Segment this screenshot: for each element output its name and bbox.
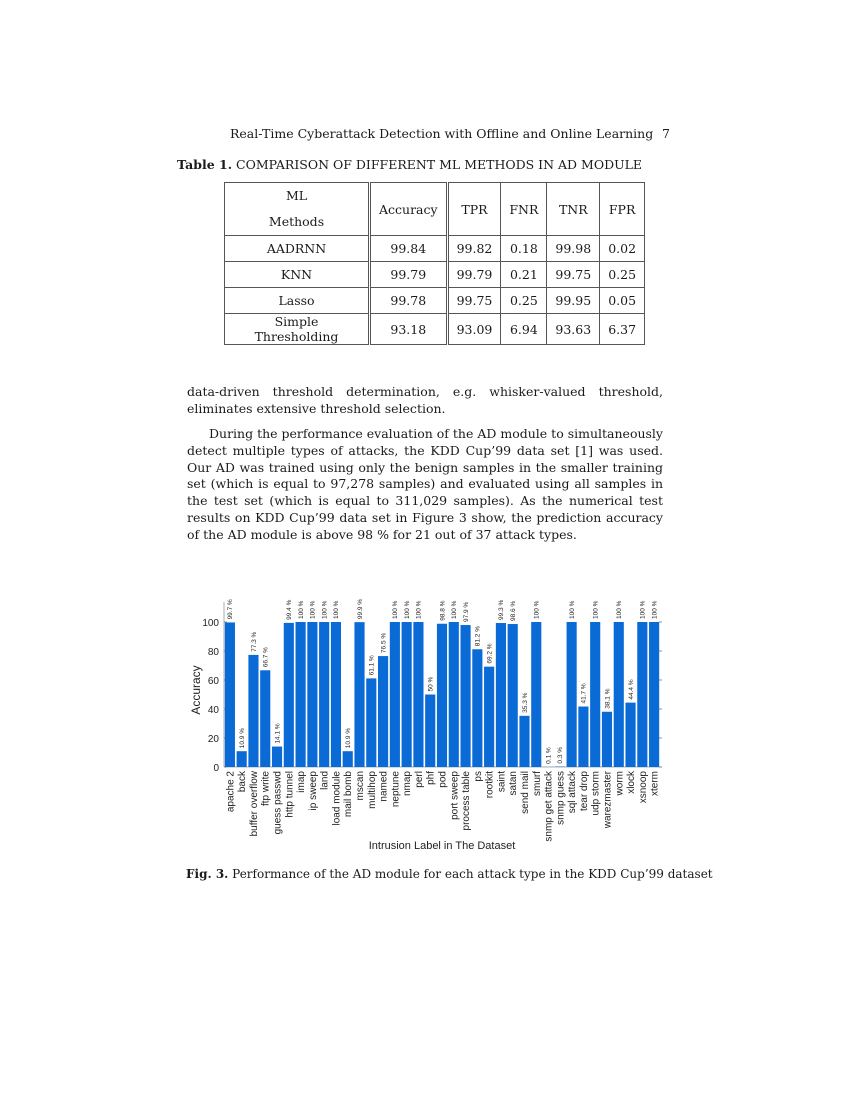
- bar-value-label: 77.3 %: [250, 631, 258, 652]
- bar: [437, 624, 447, 767]
- x-tick-label: land: [319, 771, 331, 790]
- bar: [567, 622, 577, 767]
- bar-value-label: 41.7 %: [580, 683, 588, 704]
- x-tick-label: mail bomb: [343, 771, 355, 818]
- x-tick-label: process table: [461, 771, 473, 831]
- cell-tpr: 99.79: [447, 262, 501, 288]
- bar-value-label: 81.2 %: [474, 626, 482, 647]
- bar: [484, 667, 494, 767]
- x-tick-label: pod: [437, 771, 449, 788]
- cell-method: AADRNN: [225, 236, 370, 262]
- bar-value-label: 100 %: [415, 600, 423, 619]
- y-axis-label: Accuracy: [189, 665, 203, 715]
- bar: [461, 625, 471, 767]
- bar: [225, 622, 235, 767]
- bar-value-label: 69.2 %: [486, 643, 494, 664]
- bar: [366, 678, 376, 767]
- bar-value-label: 61.1 %: [368, 655, 376, 676]
- y-tick-label: 0: [213, 763, 219, 774]
- bar: [260, 670, 270, 767]
- x-tick-label: phf: [425, 771, 437, 785]
- bar-value-label: 100 %: [651, 600, 659, 619]
- x-tick-label: named: [378, 771, 390, 802]
- bar-value-label: 14.1 %: [274, 723, 282, 744]
- bar-value-label: 99.3 %: [498, 599, 506, 621]
- x-tick-label: warezmaster: [602, 771, 614, 829]
- bar: [237, 751, 247, 767]
- x-tick-label: ps: [472, 771, 484, 782]
- bar: [496, 623, 506, 767]
- bar: [578, 707, 588, 767]
- cell-accuracy: 99.79: [370, 262, 448, 288]
- bar: [649, 622, 659, 767]
- header-tnr: TNR: [547, 183, 600, 236]
- x-tick-label: satan: [508, 771, 520, 796]
- y-tick-label: 20: [207, 734, 219, 745]
- x-tick-label: nmap: [402, 771, 414, 797]
- x-tick-label: ftp write: [260, 771, 272, 807]
- bar: [590, 622, 600, 767]
- bar-value-label: 99.9 %: [356, 598, 364, 620]
- cell-tpr: 93.09: [447, 314, 501, 345]
- bar-value-label: 98.6 %: [510, 600, 518, 622]
- cell-fpr: 0.02: [600, 236, 645, 262]
- cell-fpr: 6.37: [600, 314, 645, 345]
- header-fnr: FNR: [501, 183, 547, 236]
- header-methods-line2: Methods: [268, 214, 325, 229]
- bar-value-label: 100 %: [297, 600, 305, 619]
- bar-value-label: 100 %: [592, 600, 600, 619]
- bar: [272, 747, 282, 767]
- cell-fnr: 0.21: [501, 262, 547, 288]
- x-tick-label: guess passwd: [272, 771, 284, 835]
- bar: [425, 695, 435, 768]
- cell-fnr: 0.18: [501, 236, 547, 262]
- bar-value-label: 100 %: [533, 600, 541, 619]
- bar-value-label: 100 %: [309, 600, 317, 619]
- x-axis-label: Intrusion Label in The Dataset: [368, 840, 516, 852]
- x-tick-label: tear drop: [578, 771, 590, 812]
- bar-value-label: 66.7 %: [262, 647, 270, 668]
- bar-value-label: 100 %: [616, 600, 624, 619]
- header-tpr: TPR: [447, 183, 501, 236]
- bar-value-label: 100 %: [333, 600, 341, 619]
- bar-value-label: 100 %: [392, 600, 400, 619]
- bar: [625, 703, 635, 767]
- cell-tnr: 99.75: [547, 262, 600, 288]
- bar: [331, 622, 341, 767]
- cell-tnr: 99.98: [547, 236, 600, 262]
- cell-tpr: 99.75: [447, 288, 501, 314]
- x-tick-label: buffer overflow: [248, 771, 260, 837]
- cell-method: KNN: [225, 262, 370, 288]
- x-tick-label: snmp guess: [555, 771, 567, 825]
- bar: [449, 622, 459, 767]
- x-tick-label: smurf: [531, 771, 543, 796]
- cell-accuracy: 99.84: [370, 236, 448, 262]
- cell-fnr: 6.94: [501, 314, 547, 345]
- bar: [319, 622, 329, 767]
- x-tick-label: neptune: [390, 771, 402, 808]
- cell-fpr: 0.25: [600, 262, 645, 288]
- body-paragraph-2: During the performance evaluation of the AD module to simultaneously detect multiple types of attacks, the KDD Cup’99 data set [1] was used. Our AD was trained using only the benign samples in the smaller training set (which is equal to 97,278 samples) and evaluated using all samples in the test set (which is equal to 311,029 samples). As the numerical test results on KDD Cup’99 data set in Figure 3 show, the prediction accuracy of the AD module is above 98 % for 21 out of 37 attack types.: [187, 426, 663, 542]
- x-tick-label: http tunnel: [284, 771, 296, 818]
- running-head-title: Real-Time Cyberattack Detection with Offline and Online Learning: [230, 126, 654, 141]
- bar-value-label: 99.4 %: [286, 599, 294, 620]
- y-tick-label: 60: [207, 676, 219, 687]
- x-tick-label: load module: [331, 771, 343, 826]
- bar: [614, 622, 624, 767]
- bar: [402, 622, 412, 767]
- bar: [472, 649, 482, 767]
- bar: [378, 656, 388, 767]
- x-tick-label: ip sweep: [307, 771, 319, 811]
- cell-tpr: 99.82: [447, 236, 501, 262]
- y-tick-label: 40: [207, 705, 219, 716]
- x-tick-label: xterm: [649, 771, 661, 796]
- x-tick-label: worm: [614, 771, 626, 796]
- x-tick-label: back: [237, 771, 249, 793]
- bar-value-label: 100 %: [568, 600, 576, 619]
- bar: [413, 622, 423, 767]
- x-tick-label: apache 2: [225, 771, 237, 813]
- cell-fpr: 0.05: [600, 288, 645, 314]
- x-axis-tick-labels: [225, 770, 660, 842]
- bar: [602, 712, 612, 767]
- table-caption-text: COMPARISON OF DIFFERENT ML METHODS IN AD MODULE: [232, 157, 643, 172]
- figure-caption: [186, 867, 713, 881]
- x-tick-label: udp storm: [590, 771, 602, 816]
- x-tick-label: multihop: [366, 771, 378, 809]
- bar: [354, 622, 364, 767]
- y-tick-label: 100: [202, 618, 219, 629]
- header-accuracy: Accuracy: [370, 183, 448, 236]
- x-tick-label: xlock: [626, 771, 638, 794]
- cell-tnr: 93.63: [547, 314, 600, 345]
- bar-value-label: 44.4 %: [627, 679, 635, 700]
- cell-method: Lasso: [225, 288, 370, 314]
- bar: [508, 624, 518, 767]
- cell-accuracy: 99.78: [370, 288, 448, 314]
- x-tick-label: perl: [413, 771, 425, 788]
- figure-caption-text: Performance of the AD module for each attack type in the KDD Cup’99 dataset: [228, 867, 713, 881]
- x-tick-label: imap: [296, 771, 308, 793]
- bar: [519, 716, 529, 767]
- bar-value-label: 76.5 %: [380, 632, 388, 654]
- y-tick-label: 80: [207, 647, 219, 658]
- bar: [343, 751, 353, 767]
- bar-value-label: 10.9 %: [345, 727, 353, 749]
- bar: [307, 622, 317, 767]
- cell-fnr: 0.25: [501, 288, 547, 314]
- table-caption-label: Table 1.: [177, 157, 233, 172]
- bar: [637, 622, 647, 767]
- bar-value-label: 97.9 %: [462, 601, 470, 623]
- cell-tnr: 99.95: [547, 288, 600, 314]
- x-tick-label: mscan: [355, 771, 367, 801]
- figure-caption-label: Fig. 3.: [186, 867, 229, 881]
- bar-value-label: 98.8 %: [439, 600, 447, 621]
- bar-value-label: 35.3 %: [521, 692, 529, 713]
- bar: [531, 622, 541, 767]
- x-tick-label: saint: [496, 771, 508, 793]
- cell-accuracy: 93.18: [370, 314, 448, 345]
- bars: [225, 622, 659, 767]
- bar: [390, 622, 400, 767]
- x-tick-label: send mail: [519, 771, 531, 814]
- x-tick-label: rootkit: [484, 771, 496, 799]
- bar-value-label: 0.3 %: [557, 746, 565, 764]
- bar-value-label: 100 %: [403, 600, 411, 619]
- bar-value-label: 0.1 %: [545, 747, 553, 764]
- bar: [296, 622, 306, 767]
- bar-value-label: 50 %: [427, 676, 435, 692]
- bar-value-label: 10.9 %: [238, 727, 246, 749]
- page-number: 7: [662, 126, 670, 141]
- header-ml-line1: ML: [285, 188, 308, 203]
- bar: [248, 655, 258, 767]
- x-tick-label: port sweep: [449, 771, 461, 820]
- bar-value-label: 100 %: [451, 600, 459, 619]
- cell-method: Simple Thresholding: [225, 314, 370, 345]
- x-tick-label: snmp get attack: [543, 771, 555, 842]
- bar-value-label: 38.1 %: [604, 688, 612, 709]
- bar-value-label: 100 %: [639, 600, 647, 619]
- bar: [284, 623, 294, 767]
- header-fpr: FPR: [600, 183, 645, 236]
- body-paragraph-1: data-driven threshold determination, e.g. whisker-valued threshold, eliminates extensive threshold selection.: [187, 384, 663, 416]
- bar-value-label: 99.7 %: [227, 599, 235, 620]
- x-tick-label: xsnoop: [637, 771, 649, 804]
- x-tick-label: sql attack: [567, 771, 579, 814]
- bar-value-label: 100 %: [321, 600, 329, 619]
